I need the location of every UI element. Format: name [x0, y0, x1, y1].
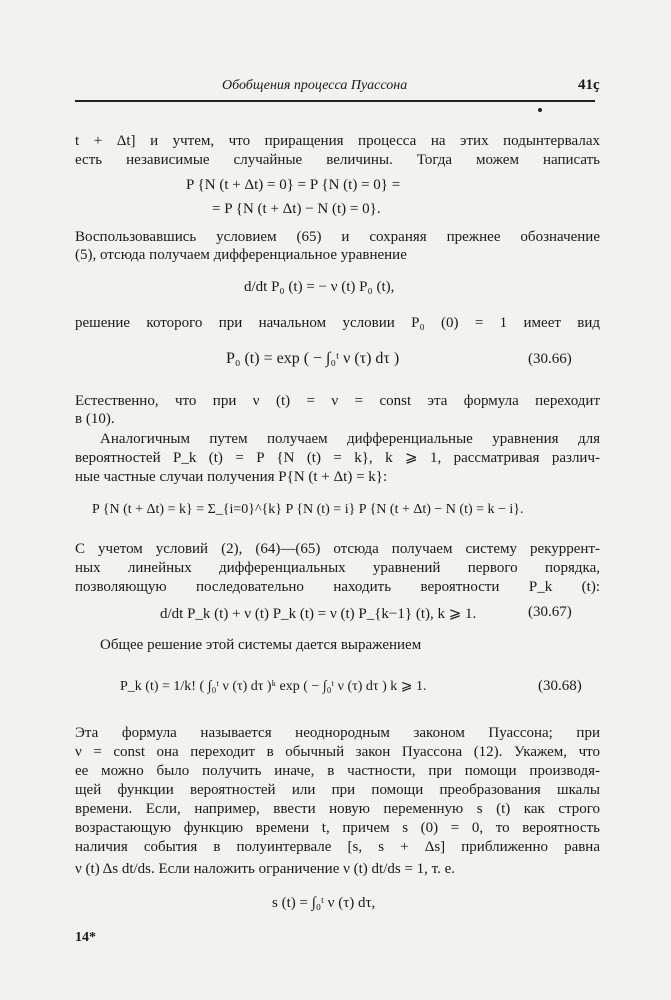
text-line: Естественно, что при ν (t) = ν = const эта формула переходит: [75, 393, 600, 409]
text-line: ных линейных дифференциальных уравнений первого порядка,: [75, 560, 600, 576]
text-line: Общее решение этой системы дается выражением: [100, 637, 422, 653]
text-line: Аналогичным путем получаем дифференциальные уравнения для: [100, 431, 600, 447]
text-line: щей функции вероятностей или при помощи преобразования шкалы: [75, 782, 600, 798]
signature-mark: 14*: [75, 930, 96, 945]
equation-total-probability: P {N (t + Δt) = k} = Σ_{i=0}^{k} P {N (t) = i} P {N (t + Δt) − N (t) = k − i}.: [92, 502, 524, 517]
equation-p0-solution: P₀ (t) = exp ( − ∫₀ᵗ ν (τ) dτ ): [226, 350, 400, 367]
equation-time-change: s (t) = ∫₀ᵗ ν (τ) dτ,: [272, 895, 376, 911]
text-line: (5), отсюда получаем дифференциальное уравнение: [75, 247, 407, 263]
text-line: Эта формула называется неоднородным законом Пуассона; при: [75, 725, 600, 741]
text-line: решение которого при начальном условии P₀ (0) = 1 имеет вид: [75, 315, 600, 331]
running-header-title: Обобщения процесса Пуассона: [222, 78, 408, 93]
equation-number: (30.67): [528, 604, 572, 620]
text-line: в (10).: [75, 411, 115, 427]
equation-ode-p0: d/dt P₀ (t) = − ν (t) P₀ (t),: [244, 279, 395, 295]
equation-number: (30.66): [528, 351, 572, 367]
text-line: Воспользовавшись условием (65) и сохраняя прежнее обозначение: [75, 229, 600, 245]
text-line: t + Δt] и учтем, что приращения процесса на этих подынтервалах: [75, 133, 600, 149]
text-line: наличия события в полуинтервале [s, s + Δs] приближенно равна: [75, 839, 600, 855]
equation-general-solution: P_k (t) = 1/k! ( ∫₀ᵗ ν (τ) dτ )ᵏ exp ( − ∫₀ᵗ ν (τ) dτ ) k ⩾ 1.: [120, 679, 427, 694]
text-line: есть независимые случайные величины. Тогда можем написать: [75, 152, 600, 168]
page-number: 41ҫ: [578, 77, 600, 93]
equation-number: (30.68): [538, 678, 582, 694]
text-line: С учетом условий (2), (64)—(65) отсюда получаем систему рекуррент-: [75, 541, 600, 557]
text-line: возрастающую функцию времени t, причем s (0) = 0, то вероятность: [75, 820, 600, 836]
text-line: ν (t) Δs dt/ds. Если наложить ограничение ν (t) dt/ds = 1, т. е.: [75, 861, 456, 877]
text-line: вероятностей P_k (t) = P {N (t) = k}, k ⩾ 1, рассматривая различ-: [75, 450, 600, 466]
print-speck: [538, 108, 542, 112]
equation-recurrent-system: d/dt P_k (t) + ν (t) P_k (t) = ν (t) P_{k−1} (t), k ⩾ 1.: [160, 606, 477, 622]
text-line: позволяющую последовательно находить вероятности P_k (t):: [75, 579, 600, 595]
text-line: ее можно было получить иначе, в частности, при помощи производя-: [75, 763, 600, 779]
text-line: ные частные случаи получения P{N (t + Δt) = k}:: [75, 469, 388, 485]
equation-line: P {N (t + Δt) = 0} = P {N (t) = 0} =: [186, 177, 401, 193]
equation-line: = P {N (t + Δt) − N (t) = 0}.: [212, 201, 381, 217]
text-line: ν = const она переходит в обычный закон Пуассона (12). Укажем, что: [75, 744, 600, 760]
header-rule: [75, 100, 595, 102]
text-line: времени. Если, например, ввести новую переменную s (t) как строго: [75, 801, 600, 817]
